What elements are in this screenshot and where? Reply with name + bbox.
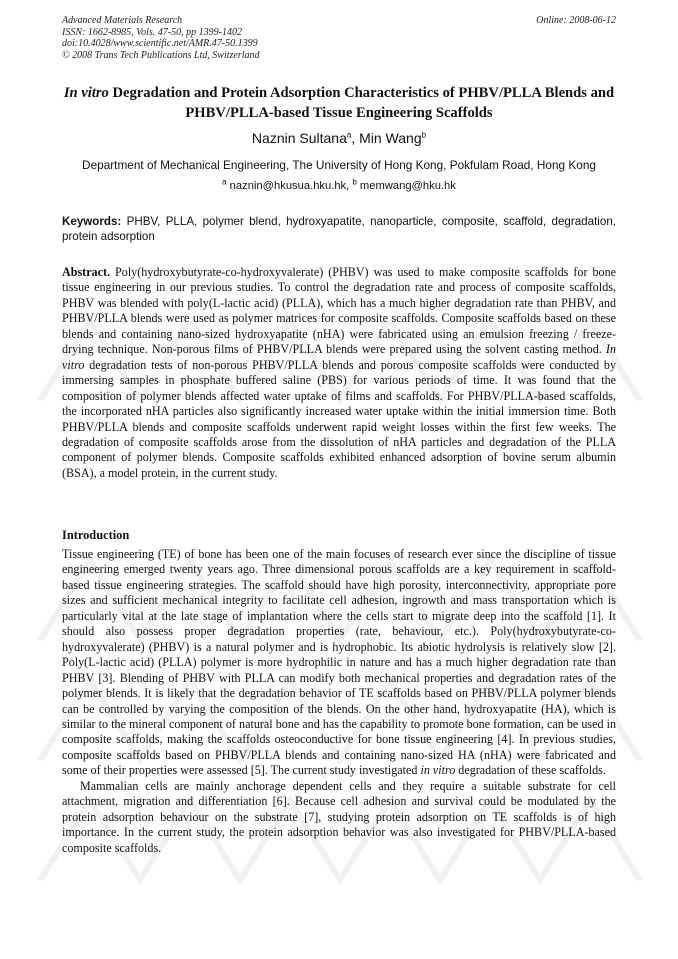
paragraph-text: Tissue engineering (TE) of bone has been one of the main focuses of research ever since the discipline of tissue engineering emerged twenty years ago. Three dimensional porous scaffolds are a key requirement in scaffold-based tissue engineering strategies. The scaffold should have high porosity, interconnectivity, appropriate pore sizes and sufficient mechanical integrity to facilitate cell adhesion, ingrowth and mass transportation which is particularly vital at the late stage of implantation where the cells start to migrate deep into the scaffold [1]. It should also possess proper degradation properties (rate, behaviour, etc.). Poly(hydroxybutyrate-co-hydroxyvalerate) (PHBV) is a natural polymer and is hydrophobic. Its abiotic hydrolysis is relatively slow [2]. Poly(L-lactic acid) (PLLA) polymer is more hydrophilic in nature and has a much higher degradation rate than PHBV [3]. Blending of PHBV with PLLA can modify both mechanical properties and degradation rates of the polymer blends. It is likely that the degradation behavior of TE scaffolds based on PHBV/PLLA polymer blends can be controlled by varying the composition of the blends. On the other hand, hydroxyapatite (HA), which is similar to the mineral component of natural bone and has the capability to promote bone formation, can be used in composite scaffolds, making the scaffolds osteoconductive for bone tissue engineering [4]. In previous studies, composite scaffolds based on PHBV/PLLA blends and containing nano-sized HA (nHA) were fabricated and some of their properties were assessed [5]. The current study investigated bbox=[62, 547, 616, 778]
email-link[interactable]: memwang@hku.hk bbox=[356, 180, 456, 192]
keywords-label: Keywords: bbox=[62, 215, 122, 228]
paragraph bbox=[62, 547, 616, 779]
abstract bbox=[62, 265, 616, 481]
journal-header bbox=[62, 15, 616, 61]
author-separator: , bbox=[351, 130, 360, 146]
affiliation: Department of Mechanical Engineering, The University of Hong Kong, Pokfulam Road, Hong Kong bbox=[82, 158, 596, 172]
email-sup: a bbox=[222, 177, 227, 187]
journal-name: Advanced Materials Research bbox=[62, 15, 183, 26]
abstract-label: Abstract. bbox=[62, 265, 111, 279]
paragraph-text: degradation of these scaffolds. bbox=[455, 763, 606, 778]
paragraph: Mammalian cells are mainly anchorage dependent cells and they require a suitable substrate for cell attachment, migration and differentiation [6]. Because cell adhesion and survival could be modulated by the protein adsorption behaviour on the substrate [7], studying protein adsorption on TE scaffolds is of high importance. In the current study, the protein adsorption behavior was also investigated for PHBV/PLLA-based composite scaffolds. bbox=[62, 778, 616, 855]
email-line bbox=[62, 177, 616, 192]
copyright-line: © 2008 Trans Tech Publications Ltd, Switzerland bbox=[62, 49, 260, 61]
abstract-italic: In vitro bbox=[62, 342, 616, 372]
author-sup: a bbox=[346, 130, 352, 140]
title-italic: In vitro bbox=[63, 85, 109, 101]
author-sup: b bbox=[421, 130, 427, 140]
introduction-body bbox=[62, 547, 616, 856]
abstract-text: degradation tests of non-porous PHBV/PLLA blends and porous composite scaffolds were conducted by immersing samples in phosphate buffered saline (PBS) for various periods of time. It was found that the composition of polymer blends affected water uptake of films and scaffolds. For PHBV/PLLA-based scaffolds, the incorporated nHA particles also significantly increased water uptake within the initial immersion time. Both PHBV/PLLA blends and composite scaffolds underwent rapid weight losses within the first few weeks. The degradation of composite scaffolds arose from the dissolution of nHA particles and degradation of the PLLA component of polymer blends. Composite scaffolds exhibited enhanced adsorption of bovine serum albumin (BSA), a model protein, in the current study. bbox=[62, 357, 616, 480]
author-line bbox=[62, 130, 616, 146]
email-link[interactable]: naznin@hkusua.hku.hk, bbox=[226, 180, 353, 192]
author-name: Naznin Sultana bbox=[251, 130, 347, 146]
doi-line: doi:10.4028/www.scientific.net/AMR.47-50.1399 bbox=[62, 38, 258, 49]
section-heading: Introduction bbox=[62, 528, 130, 542]
abstract-text: Poly(hydroxybutyrate-co-hydroxyvalerate) (PHBV) was used to make composite scaffolds for bone tissue engineering in our previous studies. To control the degradation rate and process of composite scaffolds, PHBV was blended with poly(L-lactic acid) (PLLA), which has a much higher degradation rate than PHBV, and PHBV/PLLA blends were used as polymer matrices for composite scaffolds. Composite scaffolds based on these blends and containing nano-sized hydroxyapatite (nHA) were fabricated using an emulsion freezing / freeze-drying technique. Non-porous films of PHBV/PLLA blends were prepared using the solvent casting method. bbox=[62, 265, 616, 357]
keywords bbox=[62, 214, 616, 244]
title-text: Degradation and Protein Adsorption Characteristics of PHBV/PLLA Blends and PHBV/PLLA-based Tissue Engineering Scaffolds bbox=[108, 85, 615, 121]
author-name: Min Wang bbox=[359, 130, 422, 146]
email-sup: b bbox=[352, 177, 357, 187]
online-date: Online: 2008-06-12 bbox=[536, 15, 616, 26]
keywords-text: PHBV, PLLA, polymer blend, hydroxyapatite, nanoparticle, composite, scaffold, degradation, protein adsorption bbox=[62, 215, 616, 244]
issn-line: ISSN: 1662-8985, Vols. 47-50, pp 1399-1402 bbox=[62, 26, 242, 38]
paper-title bbox=[62, 83, 616, 123]
paragraph-italic: in vitro bbox=[420, 763, 456, 778]
